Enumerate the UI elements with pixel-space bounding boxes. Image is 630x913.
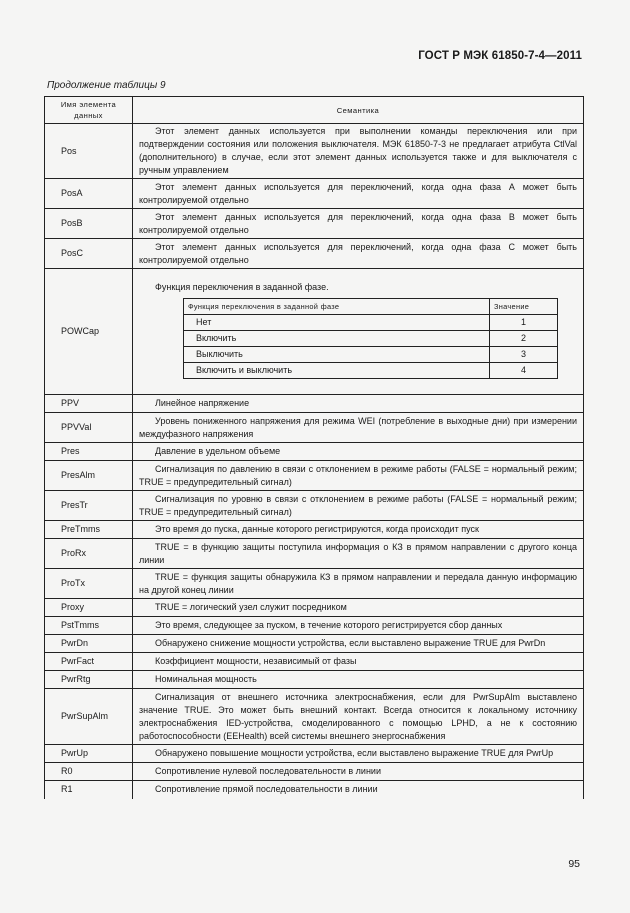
row-semantics: Уровень пониженного напряжения для режима WEI (потребление в выходные дни) при измерении междуфазного напряжения (133, 413, 584, 443)
pow-header-function: Функция переключения в заданной фазе (184, 298, 490, 314)
row-semantics: Сопротивление нулевой последовательности в линии (133, 763, 584, 781)
row-semantics: Обнаружено снижение мощности устройства, если выставлено выражение TRUE для PwrDn (133, 635, 584, 653)
pow-value: 2 (490, 330, 558, 346)
pow-header-value: Значение (490, 298, 558, 314)
row-name: PresAlm (45, 461, 133, 491)
page-number: 95 (568, 858, 580, 870)
row-name: PwrRtg (45, 671, 133, 689)
table-row (45, 179, 584, 209)
table-row (45, 269, 584, 395)
row-name: Pres (45, 443, 133, 461)
row-semantics: Сигнализация по давлению в связи с отклонением в режиме работы (FALSE = нормальный режим; TRUE = предупредительный сигнал) (133, 461, 584, 491)
row-name: R1 (45, 781, 133, 799)
table-row (45, 491, 584, 521)
pow-row (184, 362, 558, 378)
table-row (45, 617, 584, 635)
table-row (45, 671, 584, 689)
row-name: Proxy (45, 599, 133, 617)
row-name: Pos (45, 124, 133, 179)
table-row (45, 653, 584, 671)
table-caption: Продолжение таблицы 9 (47, 80, 166, 91)
row-semantics: TRUE = логический узел служит посредником (133, 599, 584, 617)
row-name: PwrFact (45, 653, 133, 671)
pow-row (184, 346, 558, 362)
table-row (45, 443, 584, 461)
row-semantics: TRUE = функция защиты обнаружила КЗ в прямом направлении и передала данную информацию на другой конец линии (133, 569, 584, 599)
table-row (45, 781, 584, 799)
column-header-semantics: Семантика (133, 97, 584, 124)
table-row (45, 124, 584, 179)
table-row (45, 461, 584, 491)
row-name: PstTmms (45, 617, 133, 635)
table-row (45, 521, 584, 539)
table-row (45, 413, 584, 443)
row-semantics: Сигнализация по уровню в связи с отклонением в режиме работы (FALSE = нормальный режим; TRUE = предупредительный сигнал) (133, 491, 584, 521)
row-semantics (133, 269, 584, 395)
row-semantics: Номинальная мощность (133, 671, 584, 689)
row-name: PosB (45, 209, 133, 239)
pow-description: Функция переключения в заданной фазе. (155, 281, 329, 292)
table-row (45, 395, 584, 413)
row-semantics: Сопротивление прямой последовательности в линии (133, 781, 584, 799)
row-semantics: Этот элемент данных используется для переключений, когда одна фаза А может быть контролируемой отдельно (133, 179, 584, 209)
table-row (45, 599, 584, 617)
pow-row (184, 314, 558, 330)
table-row (45, 689, 584, 745)
row-semantics: Этот элемент данных используется для переключений, когда одна фаза С может быть контролируемой отдельно (133, 239, 584, 269)
pow-row (184, 330, 558, 346)
pow-function: Включить (184, 330, 490, 346)
row-semantics: Сигнализация от внешнего источника электроснабжения, если для PwrSupAlm выставлено значение TRUE. Это может быть внешний контакт. Всегда относится к локальному источнику электроснабжения IED-устройства, смоделированного с помощью LPHD, а не к состоянию работоспособности (EEHealth) всей системы внешнего энергоснабжения (133, 689, 584, 745)
row-semantics: Этот элемент данных используется для переключений, когда одна фаза В может быть контролируемой отдельно (133, 209, 584, 239)
standard-header: ГОСТ Р МЭК 61850-7-4—2011 (418, 50, 582, 62)
row-name: PreTmms (45, 521, 133, 539)
table-row (45, 239, 584, 269)
pow-function: Нет (184, 314, 490, 330)
table-row (45, 569, 584, 599)
row-name: PwrDn (45, 635, 133, 653)
row-semantics: Обнаружено повышение мощности устройства, если выставлено выражение TRUE для PwrUp (133, 745, 584, 763)
row-name: PPV (45, 395, 133, 413)
pow-function: Включить и выключить (184, 362, 490, 378)
pow-function: Выключить (184, 346, 490, 362)
row-name: PresTr (45, 491, 133, 521)
row-name: PwrSupAlm (45, 689, 133, 745)
pow-values-table (183, 298, 558, 379)
row-name: POWCap (45, 269, 133, 395)
row-name: PPVVal (45, 413, 133, 443)
row-semantics: Линейное напряжение (133, 395, 584, 413)
column-header-name: Имя элемента данных (45, 97, 133, 124)
row-semantics: Коэффициент мощности, независимый от фазы (133, 653, 584, 671)
table-row (45, 763, 584, 781)
row-name: PwrUp (45, 745, 133, 763)
row-semantics: Давление в удельном объеме (133, 443, 584, 461)
data-elements-table (44, 96, 584, 799)
row-semantics: Это время до пуска, данные которого регистрируются, когда происходит пуск (133, 521, 584, 539)
table-row (45, 745, 584, 763)
row-semantics: Это время, следующее за пуском, в течение которого регистрируется сбор данных (133, 617, 584, 635)
pow-value: 4 (490, 362, 558, 378)
row-semantics: Этот элемент данных используется при выполнении команды переключения или при подтверждении состояния или положения выключателя. МЭК 61850-7-3 не предлагает атрибута CtlVal (дополнительного) в случае, если этот элемент данных используется также и для выключателя с ручным управлением (133, 124, 584, 179)
row-name: PosA (45, 179, 133, 209)
row-name: R0 (45, 763, 133, 781)
row-semantics: TRUE = в функцию защиты поступила информация о КЗ в прямом направлении с другого конца линии (133, 539, 584, 569)
pow-value: 3 (490, 346, 558, 362)
row-name: ProRx (45, 539, 133, 569)
table-row (45, 635, 584, 653)
table-row (45, 209, 584, 239)
row-name: ProTx (45, 569, 133, 599)
pow-value: 1 (490, 314, 558, 330)
row-name: PosC (45, 239, 133, 269)
table-row (45, 539, 584, 569)
